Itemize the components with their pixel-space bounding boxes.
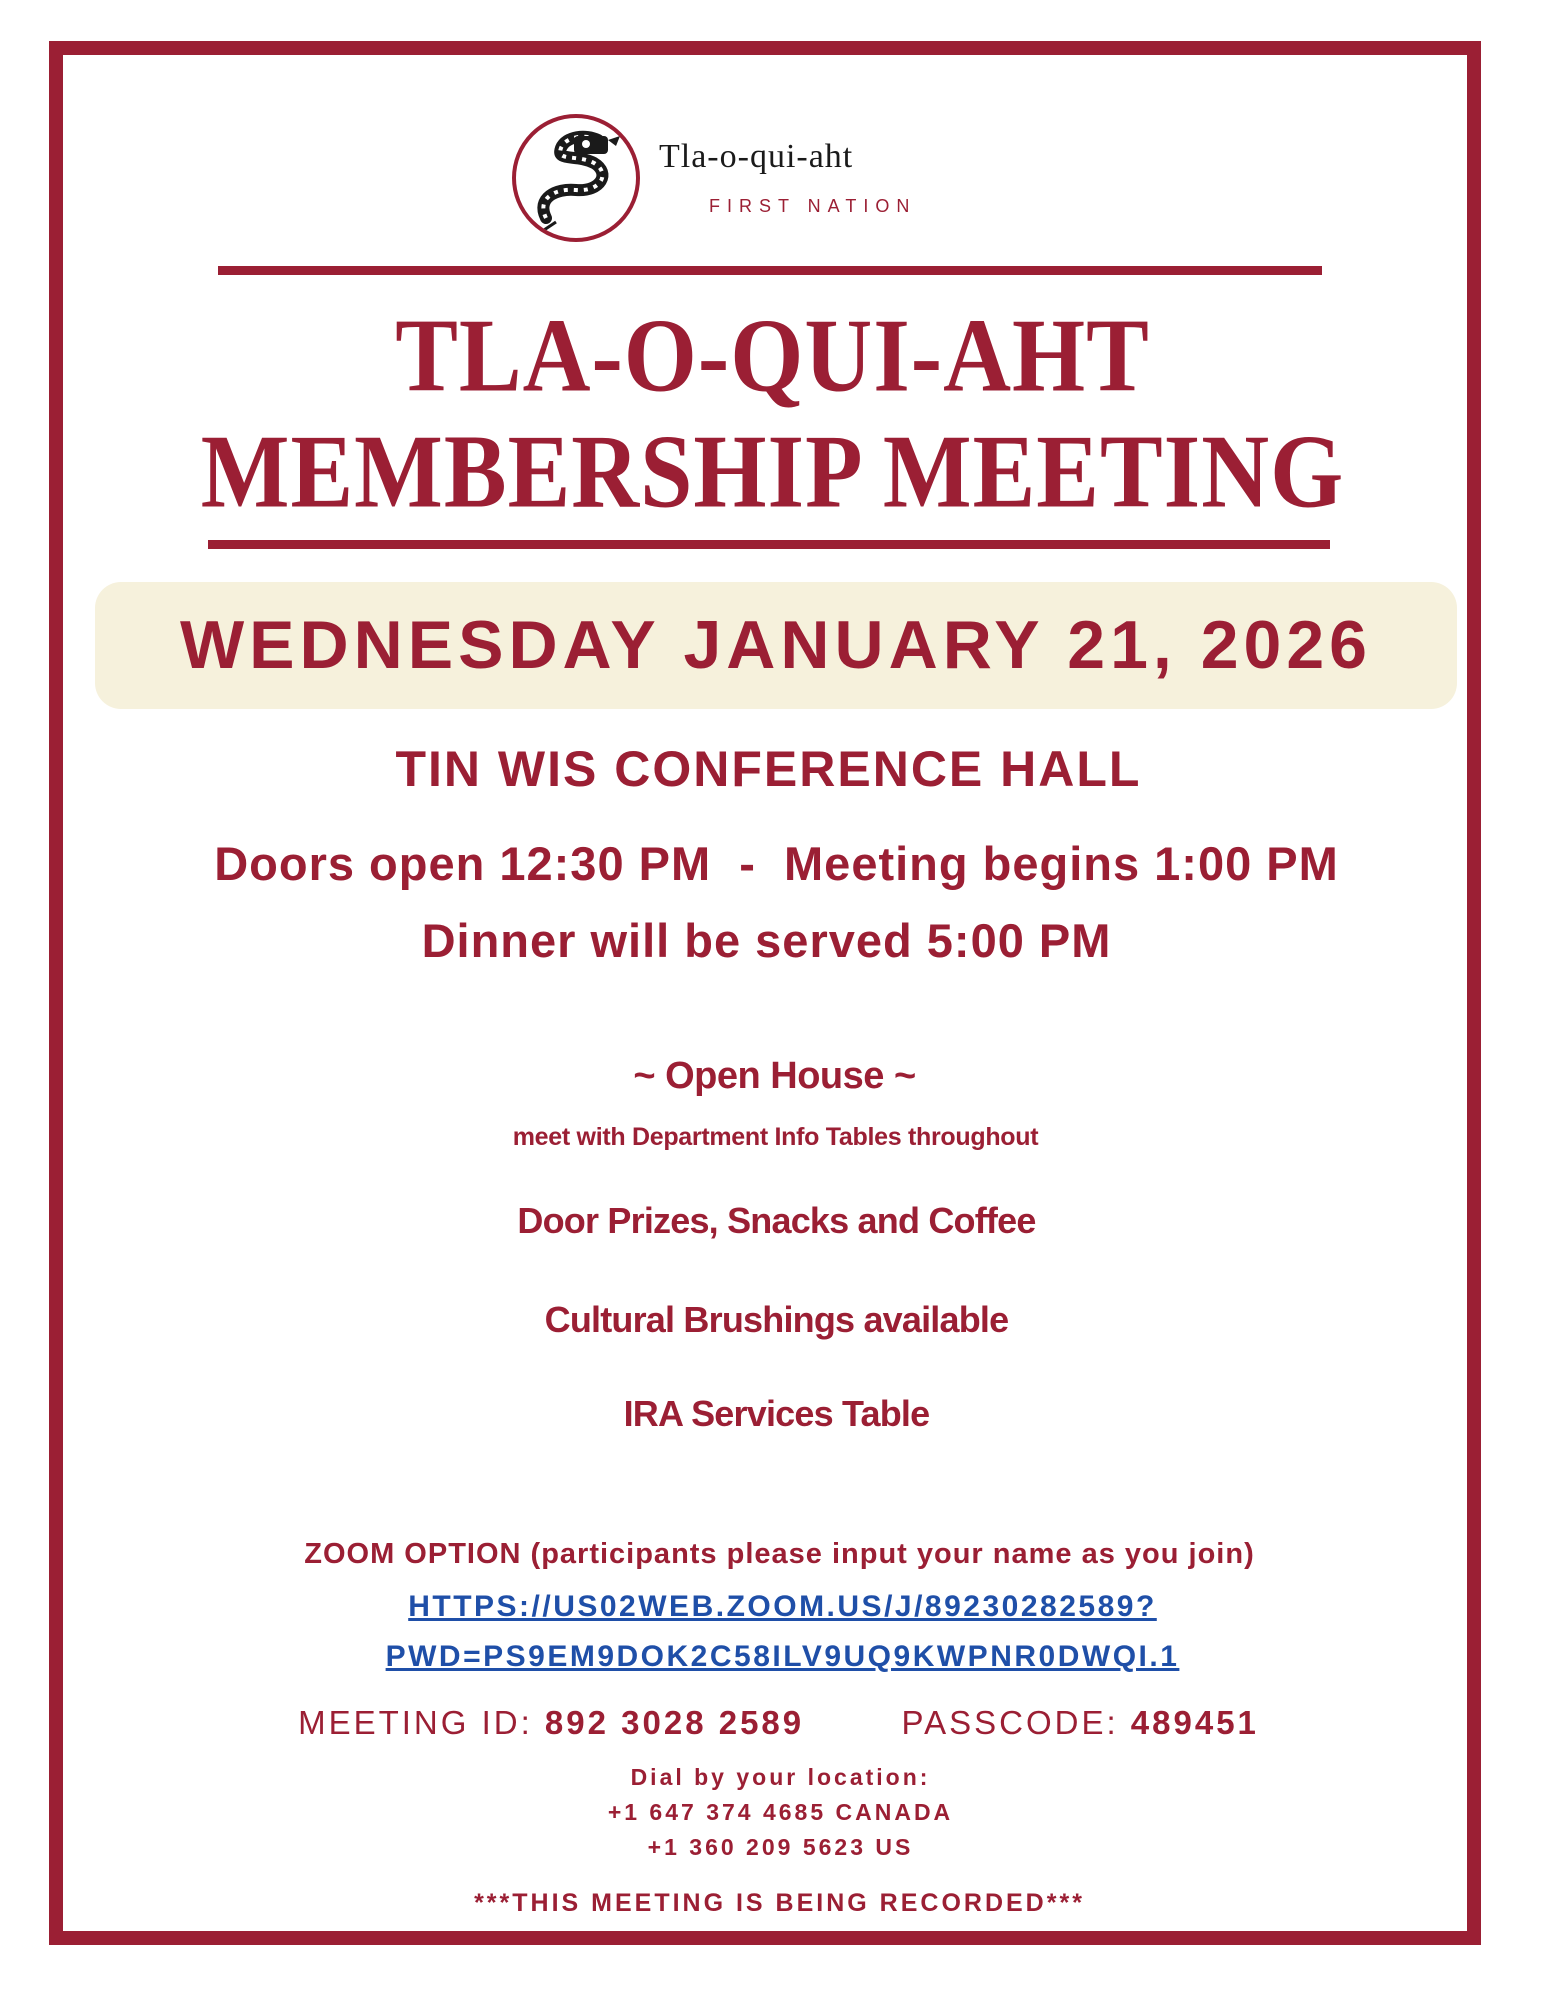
passcode-label: PASSCODE: [901, 1704, 1131, 1741]
meeting-id-label: MEETING ID: [298, 1704, 545, 1741]
dial-canada: +1 647 374 4685 CANADA [607, 1799, 954, 1825]
passcode: 489451 [1130, 1704, 1259, 1741]
recorded-notice: ***THIS MEETING IS BEING RECORDED*** [474, 1889, 1085, 1917]
logo [512, 110, 1012, 260]
bottom-divider [208, 540, 1330, 549]
meeting-id: 892 3028 2589 [544, 1704, 805, 1741]
title-line-2: MEMBERSHIP MEETING [200, 413, 1345, 531]
meeting-credentials [6, 1704, 1545, 1742]
meeting-date: WEDNESDAY JANUARY 21, 2026 [179, 607, 1372, 683]
list-item: Door Prizes, Snacks and Coffee [517, 1200, 1036, 1241]
zoom-heading [7, 1538, 1545, 1571]
serpent-emblem-icon [512, 114, 640, 242]
venue: TIN WIS CONFERENCE HALL [395, 741, 1142, 797]
list-item: Cultural Brushings available [544, 1299, 1009, 1340]
dinner-time: Dinner will be served 5:00 PM [421, 914, 1112, 967]
dial-us: +1 360 209 5623 US [647, 1834, 914, 1860]
title-line-1: TLA-O-QUI-AHT [395, 297, 1150, 415]
open-house-subtitle: meet with Department Info Tables throughout [512, 1123, 1039, 1151]
open-house-title: ~ Open House ~ [633, 1055, 916, 1097]
logo-subtitle: FIRST NATION [709, 196, 917, 216]
top-divider [218, 266, 1322, 275]
logo-name: Tla-o-qui-aht [659, 138, 854, 175]
date-banner [95, 582, 1457, 709]
zoom-label: ZOOM OPTION (participants please input your name as you join) [304, 1538, 1255, 1570]
zoom-link-line-2[interactable]: PWD=PS9EM9DOK2C58ILV9UQ9KWPNR0DWQI.1 [385, 1640, 1180, 1673]
zoom-link-line-1[interactable]: HTTPS://US02WEB.ZOOM.US/J/89230282589? [408, 1590, 1157, 1623]
list-item: IRA Services Table [623, 1393, 930, 1434]
dial-heading: Dial by your location: [630, 1764, 931, 1790]
doors-meeting-times: Doors open 12:30 PM - Meeting begins 1:00 PM [214, 837, 1339, 890]
